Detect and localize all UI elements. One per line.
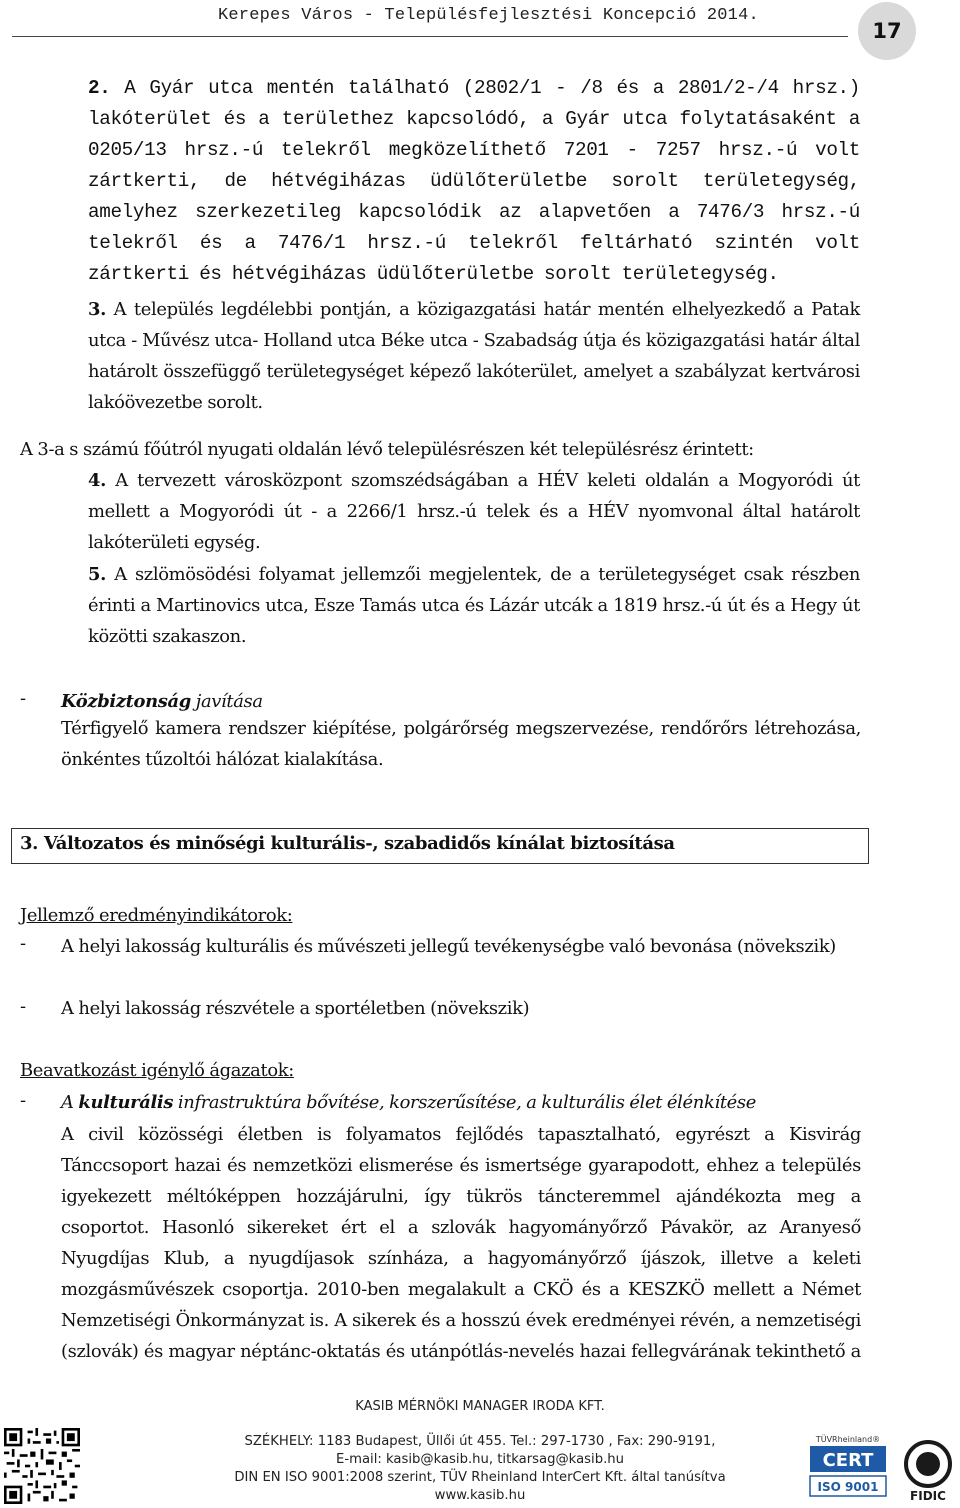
sector-1-text: A civil közösségi életben is folyamatos fejlődés tapasztalható, egyrészt a Kisvirág Tánccsoport hazai és nemzetközi elismerése és ismertsége gyarapodott, ehhez a település igyekezett méltóképpen hozzájárulni, így tükrös táncteremmel ajándékozta meg a csoportot. Hasonló sikereket ért el a szlovák hagyományőrző Pávakör, az Aranyeső Nyugdíjas Klub, a nyugdíjasok színháza, a hagyományőrző íjászok, illetve a keleti mozgásművészek csoportja. 2010-ben megalakult a CKÖ és a KESZKÖ mellett a Német Nemzetiségi Önkormányzat is. A sikerek és a hosszú évek eredményei révén, a nemzetiségi (szlovák) és magyar néptánc-oktatás és utánpótlás-nevelés hazai fellegvárának tekinthető a [61, 1124, 861, 1362]
section-3-heading-box [11, 828, 869, 864]
kozbiztonsag-dash: - [20, 688, 27, 709]
page-header [0, 0, 960, 55]
header-rule [12, 36, 848, 37]
kozbiztonsag-title-rest: javítása [190, 691, 263, 712]
indicators-heading: Jellemző eredményindikátorok: [20, 905, 293, 926]
footer-company: KASIB MÉRNÖKI MANAGER IRODA KFT. [355, 1399, 605, 1414]
item-4-text: A tervezett városközpont szomszédságában a HÉV keleti oldalán a Mogyoródi út mellett a Mogyoródi út - a 2266/1 hrsz.-ú telek és a HÉV nyomvonal által határolt lakóterületi egység. [88, 470, 860, 553]
item-4-paragraph [88, 465, 860, 558]
footer-web: www.kasib.hu [434, 1488, 526, 1503]
footer-iso: DIN EN ISO 9001:2008 szerint, TÜV Rheinland InterCert Kft. által tanúsítva [234, 1470, 726, 1485]
fidic-logo [898, 1436, 958, 1504]
item-5-text: A szlömösödési folyamat jellemzői megjelentek, de a területegységet csak részben érinti a Martinovics utca, Esze Tamás utca és Lázár utcák a 1819 hrsz.-ú út és a Hegy út közötti szakaszon. [88, 564, 860, 647]
tuv-cert-text: CERT [822, 1450, 874, 1471]
item-2-text: A Gyár utca mentén található (2802/1 - /8 és a 2801/2-/4 hrsz.) lakóterület és a területhez kapcsolódó, a Gyár utca folytatásaként a 0205/13 hrsz.-ú telekről megközelíthető 7201 - 7257 hrsz.-ú volt zártkerti, de hétvégiházas üdülőterületbe sorolt területegység, amelyhez szerkezetileg kapcsolódik az alapvetően a 7476/3 hrsz.-ú telekről és a 7476/1 hrsz.-ú telekről feltárható szintén volt zártkerti és hétvégiházas üdülőterületbe sorolt területegység. [88, 77, 860, 285]
item-4-number: 4. [88, 470, 106, 491]
indicator-1-text: A helyi lakosság kulturális és művészeti jellegű tevékenységbe való bevonása (növekszik) [61, 936, 836, 957]
sector-1-pre: A [61, 1092, 79, 1113]
tuv-brand-text: TÜVRheinland® [815, 1435, 881, 1444]
footer-address: SZÉKHELY: 1183 Budapest, Üllői út 455. Tel.: 297-1730 , Fax: 290-9191, [244, 1434, 716, 1449]
item-2-number: 2. [88, 77, 111, 99]
sector-1-bold: kulturális [78, 1092, 174, 1113]
page-number: 17 [858, 2, 916, 60]
sector-1-post: infrastruktúra bővítése, korszerűsítése, a kulturális élet élénkítése [173, 1092, 756, 1113]
fidic-text: FIDIC [910, 1489, 946, 1503]
item-3-text: A település legdélebbi pontján, a közigazgatási határ mentén elhelyezkedő a Patak utca - Művész utca- Holland utca Béke utca - Szabadság útja és közigazgatási határ által határolt összefüggő területegységet képező lakóterület, amelyet a szabályzat kertvárosi lakóövezetbe sorolt. [88, 299, 860, 413]
sector-1-dash: - [20, 1090, 27, 1111]
qr-code-icon [4, 1428, 80, 1504]
indicator-2-dash: - [20, 996, 27, 1017]
item-3-paragraph [88, 294, 860, 418]
kozbiztonsag-text: Térfigyelő kamera rendszer kiépítése, polgárőrség megszervezése, rendőrőrs létrehozása, önkéntes tűzoltói hálózat kialakítása. [61, 718, 861, 770]
indicator-1-dash: - [20, 933, 27, 954]
sector-1-title [61, 1087, 861, 1118]
item-3-number: 3. [88, 299, 106, 320]
kozbiztonsag-title-bold: Közbiztonság [61, 691, 191, 712]
indicator-2-text: A helyi lakosság részvétele a sportéletben (növekszik) [61, 998, 530, 1019]
header-title: Kerepes Város - Településfejlesztési Koncepció 2014. [218, 6, 759, 25]
tuv-rheinland-cert-logo [806, 1432, 890, 1504]
item-2-paragraph [88, 73, 860, 290]
item-5-paragraph [88, 559, 860, 652]
tuv-iso-text: ISO 9001 [817, 1480, 879, 1494]
section-3-title: 3. Változatos és minőségi kulturális-, szabadidős kínálat biztosítása [20, 833, 675, 854]
item-5-number: 5. [88, 564, 106, 585]
sectors-heading: Beavatkozást igénylő ágazatok: [20, 1060, 294, 1081]
intro-paragraph: A 3-a s számú főútról nyugati oldalán lévő településrészen két településrész érintett: [20, 439, 754, 460]
footer-email: E-mail: kasib@kasib.hu, titkarsag@kasib.hu [336, 1452, 624, 1467]
